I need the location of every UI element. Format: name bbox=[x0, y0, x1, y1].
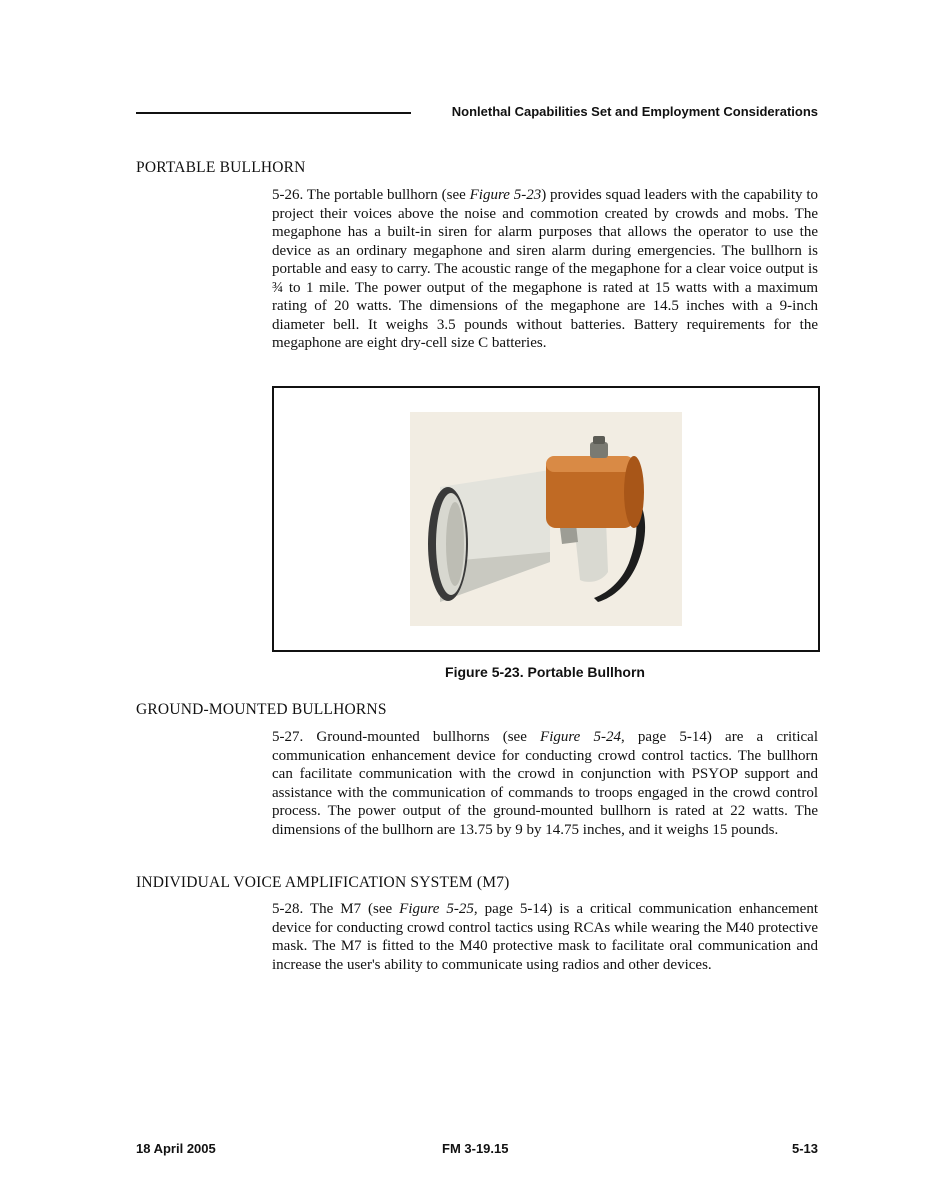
bullhorn-photo bbox=[410, 412, 682, 626]
figure-reference-5-25[interactable]: Figure 5-25 bbox=[399, 901, 474, 917]
paragraph-body: , page 5-14) is a critical communication enhancement device for conducting crowd control tactics using RCAs while wearing the M40 protective mask. The M7 is fitted to the M40 protective mask to facilitate oral communication and increase the user's ability to communicate using radios and other devices. bbox=[272, 901, 819, 973]
paragraph-lead: 5-28. The M7 (see bbox=[272, 901, 400, 917]
figure-caption: Figure 5-23. Portable Bullhorn bbox=[445, 664, 645, 680]
section-heading-individual-voice-amplification-system: INDIVIDUAL VOICE AMPLIFICATION SYSTEM (M7) bbox=[136, 874, 510, 891]
figure-reference-5-23[interactable]: Figure 5-23 bbox=[469, 187, 542, 203]
paragraph-lead: 5-27. Ground-mounted bullhorns (see bbox=[272, 729, 541, 745]
footer-page-number: 5-13 bbox=[791, 1141, 818, 1156]
figure-frame bbox=[272, 386, 820, 652]
footer-date: 18 April 2005 bbox=[136, 1141, 216, 1156]
paragraph-body: , page 5-14) are a critical communication enhancement device for conducting crowd control tactics. The bullhorn can facilitate communication with the crowd in conjunction with PSYOP support and assistance with the communication of commands to troops engaged in the crowd control process. The power output of the ground-mounted bullhorn is rated at 22 watts. The dimensions of the bullhorn are 13.75 by 9 by 14.75 inches, and it weighs 15 pounds. bbox=[272, 729, 818, 838]
header-rule bbox=[136, 112, 411, 114]
section-heading-portable-bullhorn: PORTABLE BULLHORN bbox=[136, 159, 306, 176]
paragraph-body: ) provides squad leaders with the capability to project their voices above the noise and commotion created by crowds and mobs. The megaphone has a built-in siren for alarm purposes that allows the operator to use the device as an ordinary megaphone and siren alarm during emergencies. The bullhorn is portable and easy to carry. The acoustic range of the megaphone for a clear voice output is ¾ to 1 mile. The power output of the megaphone is rated at 15 watts with a maximum rating of 20 watts. The dimensions of the megaphone are 14.5 inches with a 9-inch diameter bell. It weighs 3.5 pounds without batteries. Battery requirements for the megaphone are eight dry-cell size C batteries. bbox=[272, 187, 818, 351]
paragraph-5-28 bbox=[272, 900, 818, 974]
running-header-title: Nonlethal Capabilities Set and Employment Considerations bbox=[451, 104, 818, 119]
footer-manual-number: FM 3-19.15 bbox=[442, 1141, 509, 1156]
figure-reference-5-24[interactable]: Figure 5-24 bbox=[540, 729, 621, 745]
paragraph-lead: 5-26. The portable bullhorn (see bbox=[272, 187, 470, 203]
paragraph-5-27 bbox=[272, 728, 818, 839]
section-heading-ground-mounted-bullhorns: GROUND-MOUNTED BULLHORNS bbox=[136, 701, 387, 718]
paragraph-5-26 bbox=[272, 186, 818, 353]
